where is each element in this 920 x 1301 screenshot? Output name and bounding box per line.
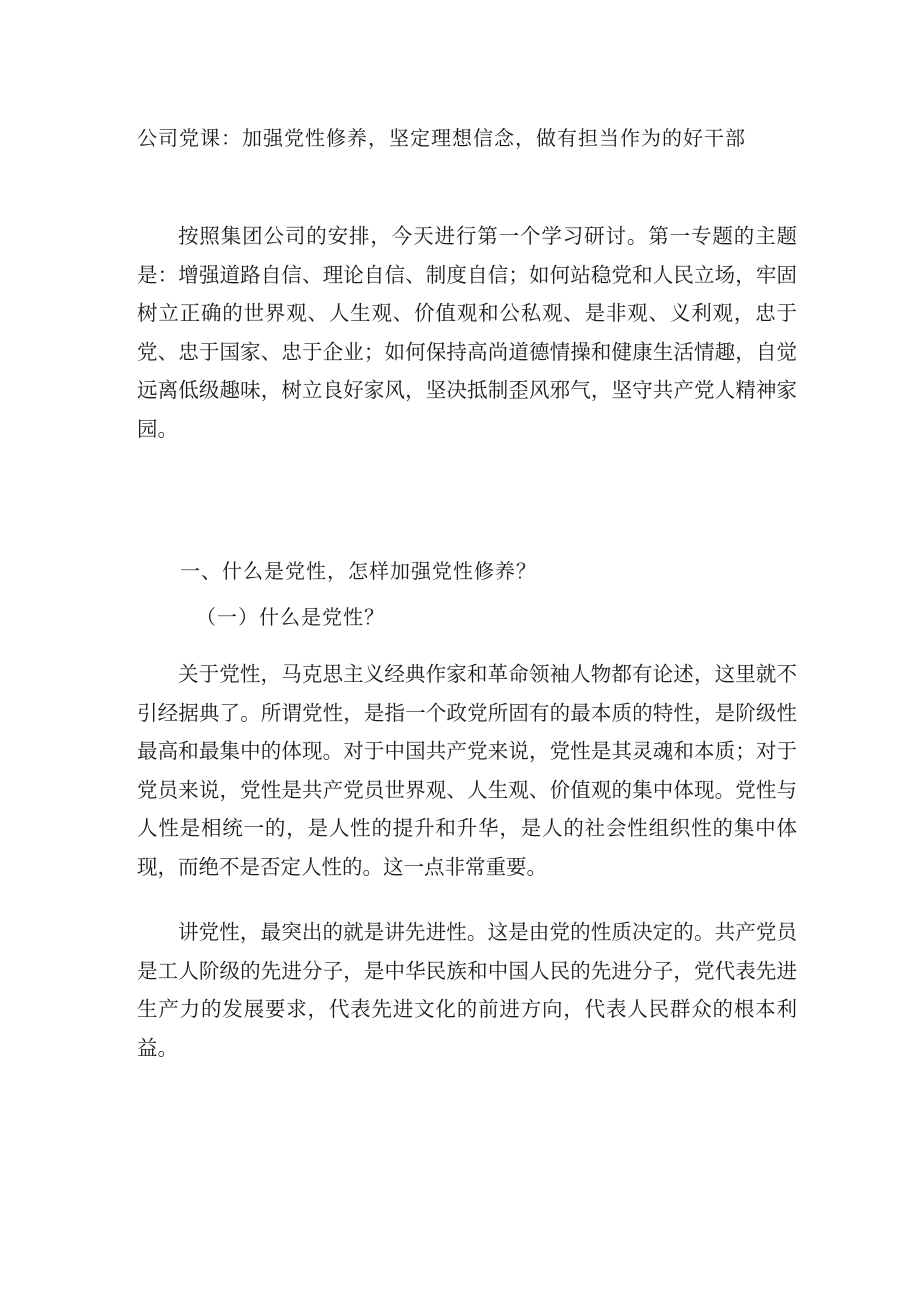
document-title: 公司党课：加强党性修养，坚定理想信念，做有担当作为的好干部 <box>137 126 746 150</box>
advanced-nature-paragraph: 讲党性，最突出的就是讲先进性。这是由党的性质决定的。共产党员是工人阶级的先进分子，是中华民族和中国人民的先进分子，党代表先进生产力的发展要求，代表先进文化的前进方向，代表人民群众的根本利益。 <box>137 920 797 1060</box>
subsection-heading: （一）什么是党性？ <box>196 605 385 629</box>
party-nature-paragraph: 关于党性，马克思主义经典作家和革命领袖人物都有论述，这里就不引经据典了。所谓党性，是指一个政党所固有的最本质的特性，是阶级性最高和最集中的体现。对于中国共产党来说，党性是其灵魂和本质；对于党员来说，党性是共产党员世界观、人生观、价值观的集中体现。党性与人性是相统一的，是人性的提升和升华，是人的社会性组织性的集中体现，而绝不是否定人性的。这一点非常重要。 <box>137 662 797 879</box>
section-heading: 一、什么是党性，怎样加强党性修养？ <box>180 559 537 583</box>
intro-paragraph: 按照集团公司的安排，今天进行第一个学习研讨。第一专题的主题是：增强道路自信、理论自信、制度自信；如何站稳党和人民立场，牢固树立正确的世界观、人生观、价值观和公私观、是非观、义利观，忠于党、忠于国家、忠于企业；如何保持高尚道德情操和健康生活情趣，自觉远离低级趣味，树立良好家风，坚决抵制歪风邪气，坚守共产党人精神家园。 <box>137 224 797 441</box>
